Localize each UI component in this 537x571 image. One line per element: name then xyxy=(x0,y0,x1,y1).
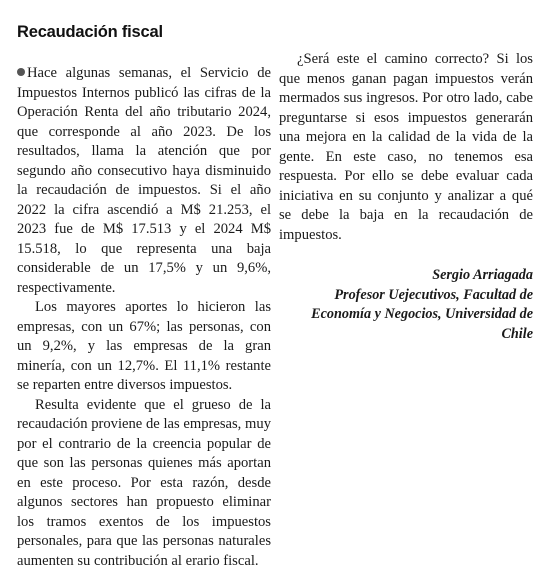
author-name: Sergio Arriagada xyxy=(279,266,533,286)
article-paragraph-3-text: Resulta evidente que el grueso de la recaudación proviene de las empresas, muy por el contrario de la creencia popular de que son las personas quienes más aportan en este proceso. Por esta razón, desde algunos sectores han propuesto eliminar los tramos exentos de los impuestos personales, para que las personas naturales aumenten su contribución al erario fiscal. xyxy=(17,397,271,569)
article-paragraph-4: ¿Será este el camino correcto? Si los que menos ganan pagan impuestos verán mermados sus ingresos. Por otro lado, cabe preguntarse si esos impuestos generarán una mejora en la calidad de la vida de la gente. En este caso, no tenemos esa respuesta. Por ello se debe evaluar cada iniciativa en su conjunto y analizar a qué se debe la baja en la recaudación de impuestos. xyxy=(279,50,533,245)
author-role: Profesor Uejecutivos, Facultad de Economía y Negocios, Universidad de Chile xyxy=(279,286,533,345)
article-paragraph-1-text: Hace algunas semanas, el Servicio de Impuestos Internos publicó las cifras de la Operación Renta del año tributario 2024, que corresponde al año 2023. De los resultados, llama la atención que por segundo año consecutivo haya disminuido la recaudación de impuestos. Si el año 2022 la cifra ascendió a M$ 21.253, el 2023 fue de M$ 17.513 y el 2024 M$ 15.518, lo que representa una baja considerable de un 17,5% y un 9,6%, respectivamente. xyxy=(17,65,271,296)
article-right-column xyxy=(279,0,533,344)
article-paragraph-3-continuation xyxy=(279,0,533,50)
author-signature xyxy=(279,266,533,344)
article-paragraph-1 xyxy=(17,64,271,298)
article-paragraph-3 xyxy=(17,396,271,571)
article-left-column xyxy=(17,20,271,571)
section-title: Recaudación fiscal xyxy=(17,20,271,44)
bullet-icon xyxy=(17,68,25,76)
article-paragraph-2: Los mayores aportes lo hicieron las empresas, con un 67%; las personas, con un 9,2%, y las empresas de la gran minería, con un 12,7%. El 11,1% restante se reparten entre diversos impuestos. xyxy=(17,298,271,396)
